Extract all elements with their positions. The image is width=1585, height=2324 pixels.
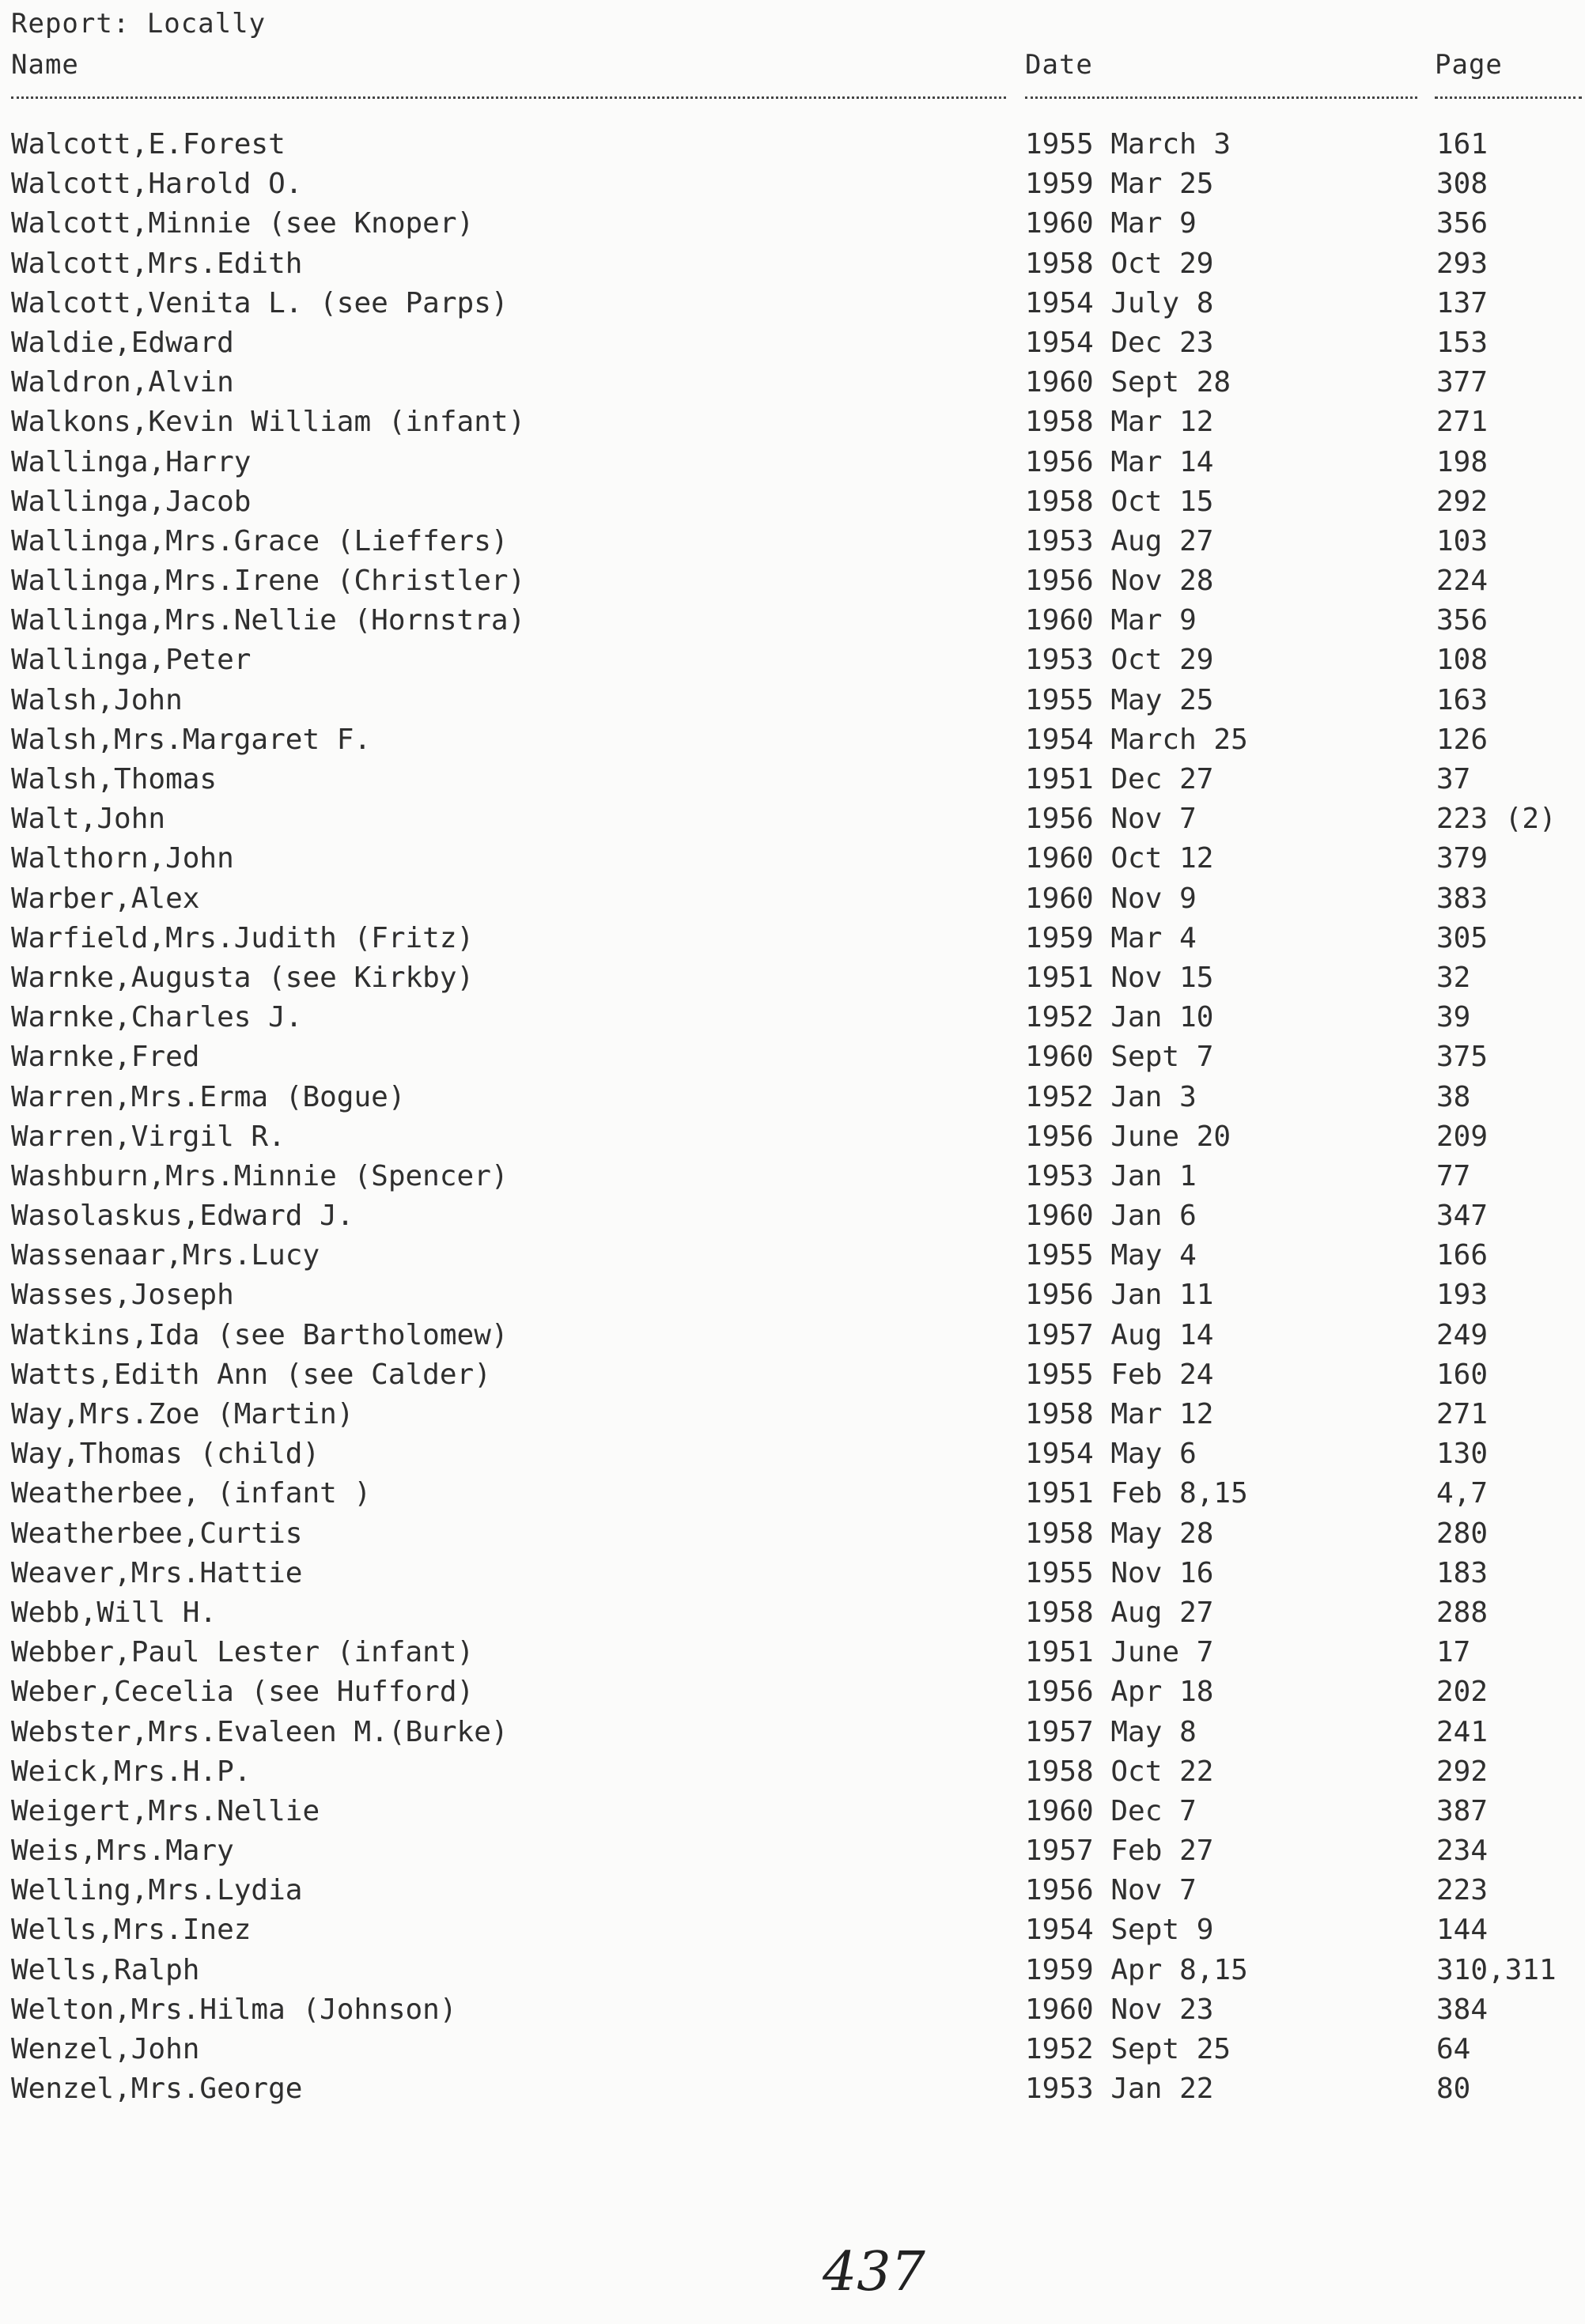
list-item bbox=[11, 482, 1577, 522]
entry-date: 1960 Sept 28 bbox=[1025, 366, 1231, 399]
entry-date: 1953 Jan 22 bbox=[1025, 2073, 1214, 2106]
entry-date: 1958 Oct 15 bbox=[1025, 485, 1214, 518]
entry-name: Walsh,Thomas bbox=[11, 763, 218, 795]
entry-name: Watts,Edith Ann (see Calder) bbox=[11, 1358, 491, 1391]
entry-name: Wenzel,John bbox=[11, 2033, 200, 2065]
entry-date: 1955 March 3 bbox=[1025, 128, 1231, 161]
entry-date: 1954 July 8 bbox=[1025, 286, 1214, 319]
entry-page: 130 bbox=[1436, 1438, 1489, 1471]
entry-date: 1958 Oct 22 bbox=[1025, 1755, 1214, 1788]
entry-page: 137 bbox=[1436, 286, 1489, 319]
entry-name: Waldron,Alvin bbox=[11, 366, 234, 399]
entry-name: Wallinga,Peter bbox=[11, 644, 252, 677]
entries-list bbox=[11, 125, 1577, 2109]
list-item bbox=[11, 839, 1577, 879]
entry-date: 1960 Nov 9 bbox=[1025, 882, 1197, 915]
list-item bbox=[11, 1395, 1577, 1434]
entry-date: 1953 Jan 1 bbox=[1025, 1159, 1197, 1192]
list-item bbox=[11, 958, 1577, 998]
entry-page: 293 bbox=[1436, 247, 1489, 280]
list-item bbox=[11, 1355, 1577, 1395]
list-item bbox=[11, 323, 1577, 363]
list-item bbox=[11, 1037, 1577, 1077]
name-column-header: Name bbox=[11, 49, 79, 81]
entry-date: 1951 Feb 8,15 bbox=[1025, 1477, 1248, 1510]
list-item bbox=[11, 402, 1577, 442]
entry-name: Wallinga,Mrs.Irene (Christler) bbox=[11, 565, 526, 598]
entry-page: 39 bbox=[1436, 1001, 1471, 1034]
entry-date: 1956 Nov 7 bbox=[1025, 803, 1197, 836]
entry-name: Webster,Mrs.Evaleen M.(Burke) bbox=[11, 1715, 509, 1748]
entry-name: Webber,Paul Lester (infant) bbox=[11, 1636, 475, 1669]
entry-date: 1959 Mar 4 bbox=[1025, 921, 1197, 954]
entry-date: 1951 June 7 bbox=[1025, 1636, 1214, 1669]
list-item bbox=[11, 998, 1577, 1037]
page-column-rule bbox=[1435, 96, 1582, 99]
entry-name: Weigert,Mrs.Nellie bbox=[11, 1794, 320, 1827]
entry-page: 224 bbox=[1436, 565, 1489, 598]
entry-name: Warnke,Fred bbox=[11, 1041, 200, 1074]
entry-name: Wasolaskus,Edward J. bbox=[11, 1200, 354, 1233]
entry-page: 379 bbox=[1436, 842, 1489, 875]
entry-date: 1960 Nov 23 bbox=[1025, 1993, 1214, 2026]
list-item bbox=[11, 2069, 1577, 2109]
list-item bbox=[11, 1554, 1577, 1593]
list-item bbox=[11, 204, 1577, 244]
entry-name: Wallinga,Mrs.Grace (Lieffers) bbox=[11, 524, 509, 557]
entry-page: 108 bbox=[1436, 644, 1489, 677]
date-column-header: Date bbox=[1025, 49, 1093, 81]
entry-date: 1952 Sept 25 bbox=[1025, 2033, 1231, 2065]
entry-page: 198 bbox=[1436, 445, 1489, 478]
entry-name: Wallinga,Jacob bbox=[11, 485, 252, 518]
entry-page: 271 bbox=[1436, 1398, 1489, 1430]
entry-date: 1954 March 25 bbox=[1025, 723, 1248, 756]
entry-name: Walsh,John bbox=[11, 683, 183, 716]
entry-date: 1955 Nov 16 bbox=[1025, 1556, 1214, 1589]
entry-date: 1955 May 25 bbox=[1025, 683, 1214, 716]
entry-page: 209 bbox=[1436, 1120, 1489, 1153]
entry-name: Walsh,Mrs.Margaret F. bbox=[11, 723, 372, 756]
list-item bbox=[11, 1196, 1577, 1236]
list-item bbox=[11, 919, 1577, 958]
entry-page: 377 bbox=[1436, 366, 1489, 399]
list-item bbox=[11, 363, 1577, 402]
entry-date: 1960 Sept 7 bbox=[1025, 1041, 1214, 1074]
entry-page: 310,311 bbox=[1436, 1953, 1557, 1986]
entry-page: 223 bbox=[1436, 1874, 1489, 1907]
entry-date: 1957 May 8 bbox=[1025, 1715, 1197, 1748]
entry-page: 308 bbox=[1436, 168, 1489, 201]
entry-name: Walkons,Kevin William (infant) bbox=[11, 406, 526, 439]
list-item bbox=[11, 1831, 1577, 1871]
entry-name: Walcott,E.Forest bbox=[11, 128, 286, 161]
list-item bbox=[11, 2030, 1577, 2069]
list-item bbox=[11, 601, 1577, 641]
report-title: Report: Locally bbox=[11, 8, 267, 40]
entry-date: 1958 May 28 bbox=[1025, 1517, 1214, 1550]
entry-page: 32 bbox=[1436, 961, 1471, 994]
list-item bbox=[11, 1078, 1577, 1117]
entry-date: 1955 Feb 24 bbox=[1025, 1358, 1214, 1391]
list-item bbox=[11, 1990, 1577, 2030]
entry-name: Wallinga,Harry bbox=[11, 445, 252, 478]
entry-page: 375 bbox=[1436, 1041, 1489, 1074]
list-item bbox=[11, 443, 1577, 482]
list-item bbox=[11, 1236, 1577, 1275]
entry-page: 292 bbox=[1436, 1755, 1489, 1788]
entry-name: Wenzel,Mrs.George bbox=[11, 2073, 303, 2106]
entry-name: Wassenaar,Mrs.Lucy bbox=[11, 1239, 320, 1272]
entry-name: Washburn,Mrs.Minnie (Spencer) bbox=[11, 1159, 509, 1192]
entry-page: 163 bbox=[1436, 683, 1489, 716]
entry-date: 1957 Feb 27 bbox=[1025, 1835, 1214, 1868]
entry-date: 1957 Aug 14 bbox=[1025, 1318, 1214, 1351]
entry-name: Walthorn,John bbox=[11, 842, 234, 875]
entry-name: Warren,Mrs.Erma (Bogue) bbox=[11, 1080, 406, 1113]
entry-name: Walcott,Mrs.Edith bbox=[11, 247, 303, 280]
entry-name: Wells,Mrs.Inez bbox=[11, 1914, 252, 1947]
entry-name: Weis,Mrs.Mary bbox=[11, 1835, 234, 1868]
list-item bbox=[11, 1434, 1577, 1474]
entry-date: 1951 Nov 15 bbox=[1025, 961, 1214, 994]
list-item bbox=[11, 164, 1577, 204]
entry-date: 1960 Mar 9 bbox=[1025, 207, 1197, 240]
entry-name: Walcott,Venita L. (see Parps) bbox=[11, 286, 509, 319]
entry-date: 1953 Aug 27 bbox=[1025, 524, 1214, 557]
entry-name: Wallinga,Mrs.Nellie (Hornstra) bbox=[11, 604, 526, 637]
entry-name: Way,Thomas (child) bbox=[11, 1438, 320, 1471]
entry-name: Warnke,Augusta (see Kirkby) bbox=[11, 961, 475, 994]
list-item bbox=[11, 1951, 1577, 1990]
entry-page: 383 bbox=[1436, 882, 1489, 915]
entry-date: 1951 Dec 27 bbox=[1025, 763, 1214, 795]
entry-date: 1960 Oct 12 bbox=[1025, 842, 1214, 875]
entry-date: 1952 Jan 3 bbox=[1025, 1080, 1197, 1113]
entry-date: 1960 Mar 9 bbox=[1025, 604, 1197, 637]
entry-name: Weick,Mrs.H.P. bbox=[11, 1755, 252, 1788]
entry-date: 1959 Mar 25 bbox=[1025, 168, 1214, 201]
entry-name: Waldie,Edward bbox=[11, 326, 234, 359]
list-item bbox=[11, 284, 1577, 323]
entry-name: Welton,Mrs.Hilma (Johnson) bbox=[11, 1993, 457, 2026]
entry-name: Warren,Virgil R. bbox=[11, 1120, 286, 1153]
list-item bbox=[11, 1871, 1577, 1910]
entry-date: 1958 Mar 12 bbox=[1025, 1398, 1214, 1430]
entry-name: Welling,Mrs.Lydia bbox=[11, 1874, 303, 1907]
list-item bbox=[11, 1633, 1577, 1672]
list-item bbox=[11, 1672, 1577, 1712]
entry-date: 1956 Nov 7 bbox=[1025, 1874, 1197, 1907]
entry-name: Way,Mrs.Zoe (Martin) bbox=[11, 1398, 354, 1430]
entry-name: Walcott,Harold O. bbox=[11, 168, 303, 201]
entry-page: 292 bbox=[1436, 485, 1489, 518]
entry-date: 1956 Apr 18 bbox=[1025, 1676, 1214, 1709]
entry-name: Weber,Cecelia (see Hufford) bbox=[11, 1676, 475, 1709]
entry-page: 288 bbox=[1436, 1596, 1489, 1629]
entry-name: Weatherbee,Curtis bbox=[11, 1517, 303, 1550]
entry-page: 161 bbox=[1436, 128, 1489, 161]
list-item bbox=[11, 1275, 1577, 1315]
entry-page: 356 bbox=[1436, 207, 1489, 240]
list-item bbox=[11, 1910, 1577, 1950]
entry-name: Walcott,Minnie (see Knoper) bbox=[11, 207, 475, 240]
entry-page: 126 bbox=[1436, 723, 1489, 756]
entry-page: 347 bbox=[1436, 1200, 1489, 1233]
entry-date: 1959 Apr 8,15 bbox=[1025, 1953, 1248, 1986]
entry-page: 223 (2) bbox=[1436, 803, 1557, 836]
entry-date: 1958 Mar 12 bbox=[1025, 406, 1214, 439]
entry-date: 1956 Jan 11 bbox=[1025, 1279, 1214, 1312]
list-item bbox=[11, 641, 1577, 680]
entry-page: 202 bbox=[1436, 1676, 1489, 1709]
list-item bbox=[11, 1157, 1577, 1196]
entry-date: 1955 May 4 bbox=[1025, 1239, 1197, 1272]
entry-date: 1956 Nov 28 bbox=[1025, 565, 1214, 598]
entry-page: 77 bbox=[1436, 1159, 1471, 1192]
entry-page: 384 bbox=[1436, 1993, 1489, 2026]
entry-page: 80 bbox=[1436, 2073, 1471, 2106]
list-item bbox=[11, 720, 1577, 760]
entry-date: 1954 Dec 23 bbox=[1025, 326, 1214, 359]
page-column-header: Page bbox=[1435, 49, 1503, 81]
list-item bbox=[11, 244, 1577, 284]
entry-page: 17 bbox=[1436, 1636, 1471, 1669]
list-item bbox=[11, 760, 1577, 799]
entry-date: 1960 Jan 6 bbox=[1025, 1200, 1197, 1233]
entry-page: 38 bbox=[1436, 1080, 1471, 1113]
entry-name: Warber,Alex bbox=[11, 882, 200, 915]
list-item bbox=[11, 1117, 1577, 1157]
date-column-rule bbox=[1025, 96, 1417, 99]
entry-page: 64 bbox=[1436, 2033, 1471, 2065]
list-item bbox=[11, 1792, 1577, 1831]
entry-page: 160 bbox=[1436, 1358, 1489, 1391]
entry-name: Webb,Will H. bbox=[11, 1596, 218, 1629]
entry-name: Walt,John bbox=[11, 803, 166, 836]
entry-date: 1958 Aug 27 bbox=[1025, 1596, 1214, 1629]
list-item bbox=[11, 522, 1577, 561]
entry-name: Wasses,Joseph bbox=[11, 1279, 234, 1312]
entry-date: 1954 May 6 bbox=[1025, 1438, 1197, 1471]
list-item bbox=[11, 1474, 1577, 1513]
entry-date: 1960 Dec 7 bbox=[1025, 1794, 1197, 1827]
entry-name: Warnke,Charles J. bbox=[11, 1001, 303, 1034]
entry-name: Weatherbee, (infant ) bbox=[11, 1477, 372, 1510]
entry-page: 166 bbox=[1436, 1239, 1489, 1272]
list-item bbox=[11, 1514, 1577, 1554]
entry-page: 241 bbox=[1436, 1715, 1489, 1748]
entry-page: 103 bbox=[1436, 524, 1489, 557]
entry-date: 1953 Oct 29 bbox=[1025, 644, 1214, 677]
entry-page: 356 bbox=[1436, 604, 1489, 637]
entry-name: Warfield,Mrs.Judith (Fritz) bbox=[11, 921, 475, 954]
entry-page: 144 bbox=[1436, 1914, 1489, 1947]
entry-page: 271 bbox=[1436, 406, 1489, 439]
entry-name: Wells,Ralph bbox=[11, 1953, 200, 1986]
handwritten-page-number: 437 bbox=[823, 2241, 925, 2303]
entry-page: 249 bbox=[1436, 1318, 1489, 1351]
entry-date: 1956 Mar 14 bbox=[1025, 445, 1214, 478]
entry-page: 280 bbox=[1436, 1517, 1489, 1550]
entry-page: 234 bbox=[1436, 1835, 1489, 1868]
entry-page: 193 bbox=[1436, 1279, 1489, 1312]
entry-name: Watkins,Ida (see Bartholomew) bbox=[11, 1318, 509, 1351]
entry-page: 4,7 bbox=[1436, 1477, 1489, 1510]
entry-date: 1956 June 20 bbox=[1025, 1120, 1231, 1153]
entry-date: 1958 Oct 29 bbox=[1025, 247, 1214, 280]
entry-page: 387 bbox=[1436, 1794, 1489, 1827]
entry-name: Weaver,Mrs.Hattie bbox=[11, 1556, 303, 1589]
entry-page: 305 bbox=[1436, 921, 1489, 954]
list-item bbox=[11, 125, 1577, 164]
list-item bbox=[11, 799, 1577, 839]
list-item bbox=[11, 879, 1577, 919]
list-item bbox=[11, 1593, 1577, 1633]
entry-date: 1954 Sept 9 bbox=[1025, 1914, 1214, 1947]
list-item bbox=[11, 1316, 1577, 1355]
entry-page: 183 bbox=[1436, 1556, 1489, 1589]
name-column-rule bbox=[11, 96, 1006, 99]
list-item bbox=[11, 1752, 1577, 1792]
entry-page: 153 bbox=[1436, 326, 1489, 359]
list-item bbox=[11, 1713, 1577, 1752]
list-item bbox=[11, 561, 1577, 601]
entry-date: 1952 Jan 10 bbox=[1025, 1001, 1214, 1034]
list-item bbox=[11, 681, 1577, 720]
entry-page: 37 bbox=[1436, 763, 1471, 795]
